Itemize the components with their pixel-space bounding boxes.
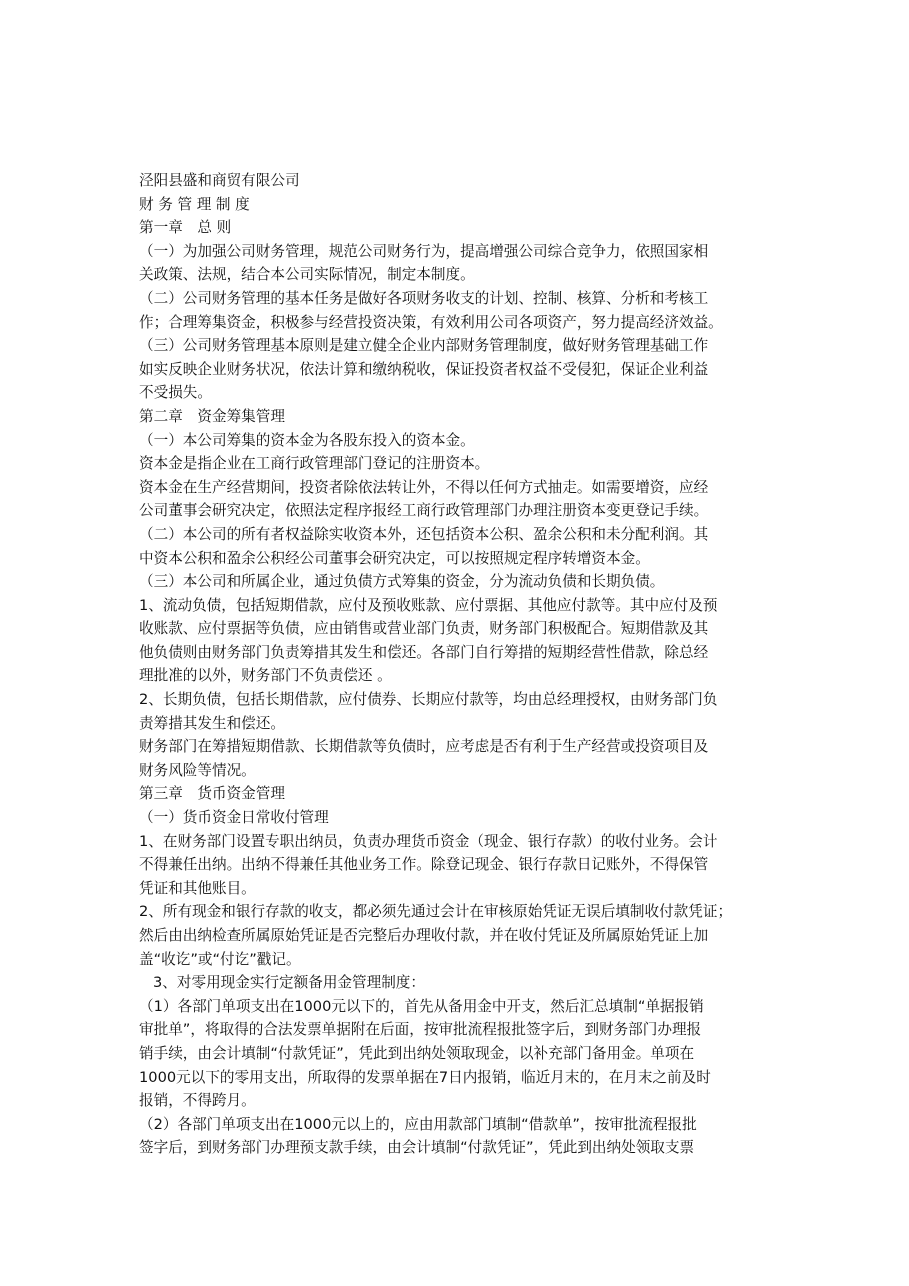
text-line: 作；合理筹集资金，积极参与经营投资决策，有效利用公司各项资产，努力提高经济效益。: [139, 313, 723, 331]
text-line: （二）本公司的所有者权益除实收资本外，还包括资本公积、盈余公积和未分配利润。其: [139, 525, 709, 543]
document-title: 财 务 管 理 制 度: [139, 195, 250, 213]
text-line: 资本金在生产经营期间，投资者除依法转让外，不得以任何方式抽走。如需要增资，应经: [139, 478, 709, 496]
text-line: 1000元以下的零用支出，所取得的发票单据在7日内报销，临近月末的，在月末之前及时: [139, 1068, 711, 1086]
text-line: 审批单”，将取得的合法发票单据附在后面，按审批流程报批签字后，到财务部门办理报: [139, 1021, 702, 1039]
company-name: 泾阳县盛和商贸有限公司: [139, 172, 300, 189]
text-line: 财务风险等情况。: [139, 761, 256, 779]
text-line: 不受损失。: [139, 384, 212, 402]
text-line: （一）本公司筹集的资本金为各股东投入的资本金。: [139, 431, 475, 449]
document-body: [139, 169, 775, 1160]
text-line: （二）公司财务管理的基本任务是做好各项财务收支的计划、控制、核算、分析和考核工: [139, 289, 709, 307]
text-line: （三）公司财务管理基本原则是建立健全企业内部财务管理制度，做好财务管理基础工作: [139, 337, 709, 355]
text-line: 签字后，到财务部门办理预支款手续，由会计填制“付款凭证”，凭此到出纳处领取支票: [139, 1139, 695, 1157]
text-line: 销手续，由会计填制“付款凭证”，凭此到出纳处领取现金，以补充部门备用金。单项在: [139, 1044, 695, 1062]
text-line: 收账款、应付票据等负债，应由销售或营业部门负责，财务部门积极配合。短期借款及其: [139, 620, 709, 638]
chapter-2-heading: 第二章 资金筹集管理: [139, 407, 285, 425]
text-line: 责筹措其发生和偿还。: [139, 714, 285, 732]
text-line: 不得兼任出纳。出纳不得兼任其他业务工作。除登记现金、银行存款日记账外，不得保管: [139, 856, 709, 874]
text-line: （一）货币资金日常收付管理: [139, 809, 329, 827]
text-line: 1、在财务部门设置专职出纳员，负责办理货币资金（现金、银行存款）的收付业务。会计: [139, 832, 718, 850]
text-line: （2）各部门单项支出在1000元以上的，应由用款部门填制“借款单”，按审批流程报批: [139, 1115, 697, 1133]
text-line: 公司董事会研究决定，依照法定程序报经工商行政管理部门办理注册资本变更登记手续。: [139, 502, 709, 520]
text-line: 2、长期负债，包括长期借款，应付债券、长期应付款等，均由总经理授权，由财务部门负: [139, 691, 718, 709]
text-line: 然后由出纳检查所属原始凭证是否完整后办理收付款，并在收付凭证及所属原始凭证上加: [139, 927, 709, 944]
text-line: （三）本公司和所属企业，通过负债方式筹集的资金，分为流动负债和长期负债。: [139, 573, 665, 591]
chapter-1-heading: 第一章 总 则: [139, 219, 232, 237]
text-line: 盖“收讫”或“付讫”戳记。: [139, 950, 301, 968]
text-line: 3、对零用现金实行定额备用金管理制度：: [153, 974, 425, 992]
text-line: 资本金是指企业在工商行政管理部门登记的注册资本。: [139, 455, 490, 473]
text-line: （一）为加强公司财务管理，规范公司财务行为，提高增强公司综合竞争力，依照国家相: [139, 242, 709, 260]
text-line: 中资本公积和盈余公积经公司董事会研究决定，可以按照规定程序转增资本金。: [139, 549, 650, 567]
text-line: 凭证和其他账目。: [139, 879, 256, 897]
chapter-3-heading: 第三章 货币资金管理: [139, 785, 285, 803]
text-line: 2、所有现金和银行存款的收支，都必须先通过会计在审核原始凭证无误后填制收付款凭证；: [139, 903, 733, 921]
text-line: 1、流动负债，包括短期借款，应付及预收账款、应付票据、其他应付款等。其中应付及预: [139, 596, 718, 614]
text-line: 如实反映企业财务状况，依法计算和缴纳税收，保证投资者权益不受侵犯，保证企业利益: [139, 360, 709, 378]
text-line: 财务部门在筹措短期借款、长期借款等负债时，应考虑是否有利于生产经营或投资项目及: [139, 738, 709, 756]
text-line: 报销，不得跨月。: [139, 1092, 256, 1110]
text-line: 关政策、法规，结合本公司实际情况，制定本制度。: [139, 266, 475, 284]
text-line: 他负债则由财务部门负责筹措其发生和偿还。各部门自行筹措的短期经营性借款，除总经: [139, 643, 709, 661]
text-line: 理批准的以外，财务部门不负责偿还 。: [139, 667, 392, 685]
text-line: （1）各部门单项支出在1000元以下的，首先从备用金中开支，然后汇总填制“单据报销: [139, 997, 704, 1015]
